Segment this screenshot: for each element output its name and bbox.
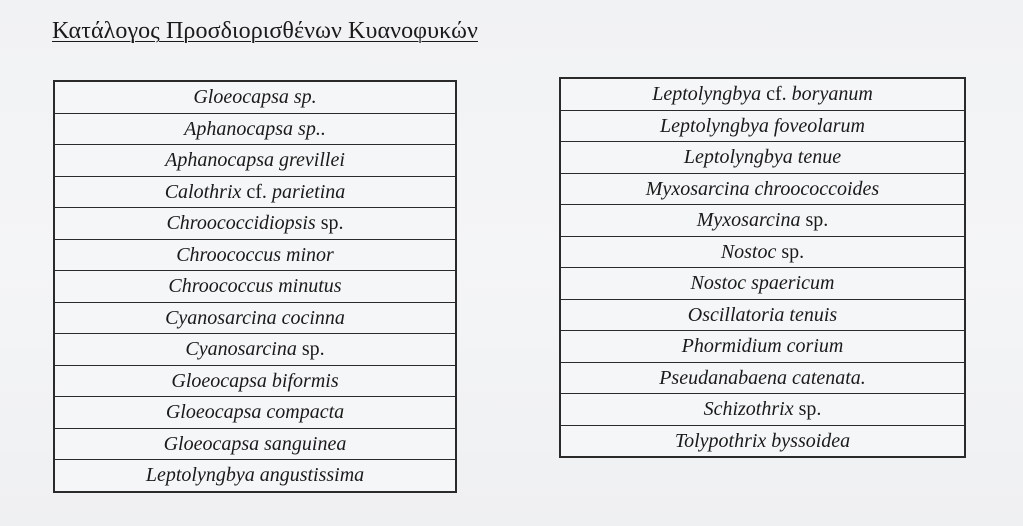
species-cell <box>560 268 965 300</box>
species-name: Leptolyngbya tenue <box>683 146 842 169</box>
table-row <box>54 81 456 113</box>
species-name: Cyanosarcina <box>185 338 297 361</box>
species-name: Myxosarcina <box>696 209 801 232</box>
species-qualifier: sp. <box>296 338 325 361</box>
species-cell <box>54 334 456 366</box>
species-cell <box>54 397 456 429</box>
table-row <box>560 362 965 394</box>
table-row <box>560 205 965 237</box>
species-name: Pseudanabaena catenata. <box>659 366 866 389</box>
species-cell <box>54 428 456 460</box>
species-cell <box>560 205 965 237</box>
table-row <box>54 460 456 492</box>
species-table-left <box>53 80 457 493</box>
species-cell <box>560 394 965 426</box>
species-name: Leptolyngbya angustissima <box>145 464 365 487</box>
species-cell <box>560 78 965 110</box>
species-cell <box>54 239 456 271</box>
species-name: Gloeocapsa biformis <box>171 369 339 392</box>
table-row <box>54 365 456 397</box>
species-name: Gloeocapsa sp. <box>193 86 317 109</box>
table-row <box>54 271 456 303</box>
species-cell <box>54 113 456 145</box>
table-row <box>54 145 456 177</box>
species-cell <box>560 299 965 331</box>
table-row <box>560 394 965 426</box>
species-cell <box>560 142 965 174</box>
table-row <box>560 331 965 363</box>
species-name: Chroococcus minor <box>176 243 334 266</box>
table-row <box>54 113 456 145</box>
table-row <box>560 425 965 457</box>
species-name: Phormidium corium <box>681 335 844 358</box>
species-name: Schizothrix <box>703 398 794 421</box>
page-title: Κατάλογος Προσδιορισθένων Κυανοφυκών <box>52 18 478 44</box>
table-row <box>54 428 456 460</box>
table-row <box>54 397 456 429</box>
species-cell <box>54 145 456 177</box>
species-table-right-body <box>560 78 965 457</box>
species-qualifier: sp. <box>776 240 805 263</box>
species-name: Nostoc <box>720 240 777 263</box>
table-row <box>54 302 456 334</box>
species-qualifier: sp. <box>315 212 344 235</box>
species-name: Tolypothrix byssoidea <box>674 429 851 452</box>
species-name: Leptolyngbya foveolarum <box>660 114 865 137</box>
species-cell <box>54 176 456 208</box>
table-row <box>54 208 456 240</box>
species-cell <box>54 302 456 334</box>
species-cell <box>560 362 965 394</box>
species-name: Leptolyngbya cf. boryanum <box>652 83 873 106</box>
table-row <box>560 173 965 205</box>
species-name: Oscillatoria tenuis <box>687 303 838 326</box>
species-cell <box>560 236 965 268</box>
table-row <box>54 334 456 366</box>
species-cell <box>560 425 965 457</box>
species-name: Calothrix cf. parietina <box>164 180 346 203</box>
species-qualifier: sp. <box>793 398 822 421</box>
species-cell <box>560 110 965 142</box>
table-row <box>560 142 965 174</box>
species-cell <box>54 208 456 240</box>
species-table-left-body <box>54 81 456 492</box>
table-row <box>54 239 456 271</box>
table-row <box>560 236 965 268</box>
table-row <box>560 268 965 300</box>
table-row <box>54 176 456 208</box>
species-name: Gloeocapsa compacta <box>165 401 345 424</box>
species-cell <box>54 81 456 113</box>
species-cell <box>54 365 456 397</box>
table-row <box>560 299 965 331</box>
species-name: Cyanosarcina cocinna <box>165 306 345 329</box>
species-cell <box>560 331 965 363</box>
species-qualifier: sp. <box>800 209 829 232</box>
species-name: Chroococcus minutus <box>168 275 342 298</box>
species-cell <box>54 460 456 492</box>
species-table-right <box>559 77 966 458</box>
table-row <box>560 78 965 110</box>
species-name: Gloeocapsa sanguinea <box>163 432 347 455</box>
species-name: Myxosarcina chroococcoides <box>645 177 880 200</box>
species-cell <box>54 271 456 303</box>
table-row <box>560 110 965 142</box>
species-name: Nostoc spaericum <box>690 272 835 295</box>
species-name: Aphanocapsa sp.. <box>184 117 326 140</box>
species-name: Chroococcidiopsis <box>166 212 316 235</box>
species-cell <box>560 173 965 205</box>
species-name: Aphanocapsa grevillei <box>165 149 345 172</box>
